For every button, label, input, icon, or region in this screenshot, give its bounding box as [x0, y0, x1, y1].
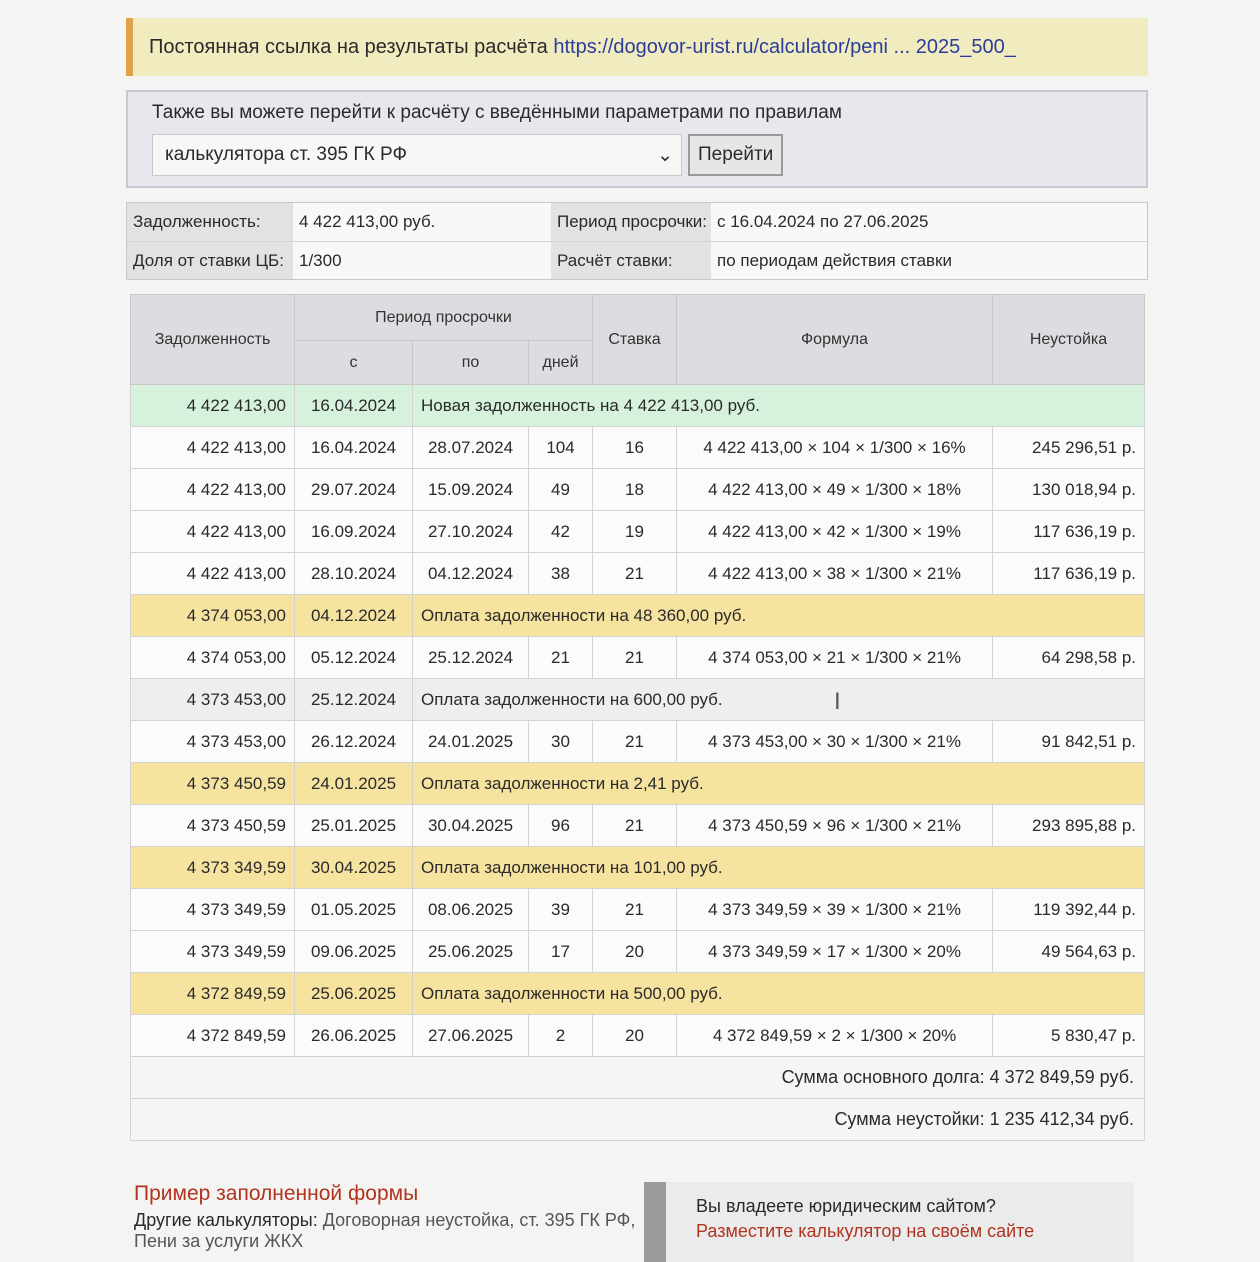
- cell-debt: 4 374 053,00: [131, 637, 295, 679]
- cell-formula: 4 373 349,59 × 39 × 1/300 × 21%: [677, 889, 993, 931]
- cell-penalty: 245 296,51 р.: [993, 427, 1145, 469]
- table-row: [131, 763, 1145, 805]
- cell-penalty: 91 842,51 р.: [993, 721, 1145, 763]
- table-row: [131, 973, 1145, 1015]
- cell-formula: 4 372 849,59 × 2 × 1/300 × 20%: [677, 1015, 993, 1057]
- cell-formula: 4 422 413,00 × 104 × 1/300 × 16%: [677, 427, 993, 469]
- cell-formula: 4 373 453,00 × 30 × 1/300 × 21%: [677, 721, 993, 763]
- cell-formula: 4 373 450,59 × 96 × 1/300 × 21%: [677, 805, 993, 847]
- cell-days: 38: [529, 553, 593, 595]
- cell-rate: 16: [593, 427, 677, 469]
- cell-note: Оплата задолженности на 101,00 руб.: [413, 847, 1145, 889]
- cell-date: 16.04.2024: [295, 385, 413, 427]
- cell-from: 25.01.2025: [295, 805, 413, 847]
- cell-to: 27.10.2024: [413, 511, 529, 553]
- cell-rate: 19: [593, 511, 677, 553]
- cell-days: 2: [529, 1015, 593, 1057]
- cell-from: 29.07.2024: [295, 469, 413, 511]
- calc-summary: [126, 202, 1148, 280]
- cell-to: 24.01.2025: [413, 721, 529, 763]
- cell-debt: 4 422 413,00: [131, 553, 295, 595]
- cell-days: 30: [529, 721, 593, 763]
- table-row: [131, 469, 1145, 511]
- cell-date: 24.01.2025: [295, 763, 413, 805]
- cell-rate: 20: [593, 931, 677, 973]
- cell-rate: 21: [593, 805, 677, 847]
- period-label: Период просрочки:: [551, 203, 711, 241]
- cell-days: 42: [529, 511, 593, 553]
- cell-formula: 4 373 349,59 × 17 × 1/300 × 20%: [677, 931, 993, 973]
- penalty-table: [130, 294, 1145, 1141]
- cell-to: 08.06.2025: [413, 889, 529, 931]
- cell-debt: 4 372 849,59: [131, 1015, 295, 1057]
- period-value: с 16.04.2024 по 27.06.2025: [711, 203, 1147, 241]
- other-label: Другие калькуляторы:: [134, 1210, 318, 1230]
- permalink-label: Постоянная ссылка на результаты расчёта: [149, 36, 548, 58]
- table-row: [131, 595, 1145, 637]
- cell-debt: 4 373 349,59: [131, 889, 295, 931]
- cell-date: 25.12.2024: [295, 679, 413, 721]
- cell-date: 04.12.2024: [295, 595, 413, 637]
- promo-question: Вы владеете юридическим сайтом?: [696, 1196, 996, 1216]
- table-row: [131, 889, 1145, 931]
- cell-penalty: 49 564,63 р.: [993, 931, 1145, 973]
- debt-value: 4 422 413,00 руб.: [293, 203, 551, 241]
- cell-debt: 4 374 053,00: [131, 595, 295, 637]
- permalink-banner: [126, 18, 1148, 76]
- cell-days: 39: [529, 889, 593, 931]
- cell-penalty: 5 830,47 р.: [993, 1015, 1145, 1057]
- calculator-page: [126, 18, 1148, 1141]
- cell-rate: 20: [593, 1015, 677, 1057]
- col-penalty: Неустойка: [993, 295, 1145, 385]
- cell-penalty: 293 895,88 р.: [993, 805, 1145, 847]
- table-row: [131, 805, 1145, 847]
- share-label: Доля от ставки ЦБ:: [127, 242, 293, 279]
- cell-debt: 4 373 453,00: [131, 679, 295, 721]
- col-days: дней: [529, 341, 593, 385]
- col-rate: Ставка: [593, 295, 677, 385]
- cell-note: Новая задолженность на 4 422 413,00 руб.: [413, 385, 1145, 427]
- cell-to: 25.12.2024: [413, 637, 529, 679]
- cell-formula: 4 422 413,00 × 49 × 1/300 × 18%: [677, 469, 993, 511]
- col-formula: Формула: [677, 295, 993, 385]
- cell-penalty: 130 018,94 р.: [993, 469, 1145, 511]
- cell-to: 25.06.2025: [413, 931, 529, 973]
- cell-penalty: 119 392,44 р.: [993, 889, 1145, 931]
- rules-select[interactable]: [152, 134, 682, 176]
- col-debt: Задолженность: [131, 295, 295, 385]
- cell-formula: 4 422 413,00 × 42 × 1/300 × 19%: [677, 511, 993, 553]
- debt-label: Задолженность:: [127, 203, 293, 241]
- rules-select-value: калькулятора ст. 395 ГК РФ: [165, 144, 407, 165]
- cell-debt: 4 373 453,00: [131, 721, 295, 763]
- cell-days: 49: [529, 469, 593, 511]
- other-links[interactable]: Договорная неустойка, ст. 395 ГК РФ, Пени за услуги ЖКХ: [134, 1210, 636, 1251]
- sum-debt: Сумма основного долга: 4 372 849,59 руб.: [131, 1057, 1145, 1099]
- cell-to: 04.12.2024: [413, 553, 529, 595]
- cell-note: Оплата задолженности на 600,00 руб.: [413, 679, 1145, 721]
- cell-to: 30.04.2025: [413, 805, 529, 847]
- cell-penalty: 117 636,19 р.: [993, 553, 1145, 595]
- table-row: [131, 721, 1145, 763]
- cell-debt: 4 373 450,59: [131, 763, 295, 805]
- cell-rate: 21: [593, 889, 677, 931]
- cell-debt: 4 373 349,59: [131, 931, 295, 973]
- cell-date: 25.06.2025: [295, 973, 413, 1015]
- cell-debt: 4 422 413,00: [131, 469, 295, 511]
- cell-note: Оплата задолженности на 2,41 руб.: [413, 763, 1145, 805]
- table-row: [131, 511, 1145, 553]
- cell-days: 17: [529, 931, 593, 973]
- cell-from: 26.12.2024: [295, 721, 413, 763]
- table-row: [131, 1015, 1145, 1057]
- cell-debt: 4 373 349,59: [131, 847, 295, 889]
- calc-value: по периодам действия ставки: [711, 242, 1147, 279]
- sum-penalty: Сумма неустойки: 1 235 412,34 руб.: [131, 1099, 1145, 1141]
- cell-to: 28.07.2024: [413, 427, 529, 469]
- go-button[interactable]: Перейти: [688, 134, 783, 176]
- rules-text: Также вы можете перейти к расчёту с введёнными параметрами по правилам: [152, 102, 842, 123]
- cell-from: 05.12.2024: [295, 637, 413, 679]
- cell-from: 01.05.2025: [295, 889, 413, 931]
- cell-days: 96: [529, 805, 593, 847]
- table-row: [131, 679, 1145, 721]
- cell-rate: 21: [593, 553, 677, 595]
- cell-rate: 18: [593, 469, 677, 511]
- cell-to: 15.09.2024: [413, 469, 529, 511]
- cell-rate: 21: [593, 637, 677, 679]
- cell-debt: 4 422 413,00: [131, 385, 295, 427]
- cell-note: Оплата задолженности на 500,00 руб.: [413, 973, 1145, 1015]
- cell-rate: 21: [593, 721, 677, 763]
- cell-penalty: 117 636,19 р.: [993, 511, 1145, 553]
- cell-days: 21: [529, 637, 593, 679]
- col-period: Период просрочки: [295, 295, 593, 341]
- promo-link[interactable]: Разместите калькулятор на своём сайте: [696, 1221, 1035, 1241]
- table-row: [131, 385, 1145, 427]
- table-row: [131, 931, 1145, 973]
- cell-from: 16.04.2024: [295, 427, 413, 469]
- cell-days: 104: [529, 427, 593, 469]
- cell-debt: 4 373 450,59: [131, 805, 295, 847]
- table-row: [131, 637, 1145, 679]
- calc-label: Расчёт ставки:: [551, 242, 711, 279]
- promo-box: [644, 1182, 1134, 1262]
- cell-to: 27.06.2025: [413, 1015, 529, 1057]
- permalink-link[interactable]: https://dogovor-urist.ru/calculator/peni ... 2025_500_: [553, 36, 1016, 58]
- table-row: [131, 847, 1145, 889]
- table-row: [131, 553, 1145, 595]
- cell-from: 16.09.2024: [295, 511, 413, 553]
- chevron-down-icon: ⌄: [657, 144, 673, 166]
- cell-penalty: 64 298,58 р.: [993, 637, 1145, 679]
- cell-from: 26.06.2025: [295, 1015, 413, 1057]
- text-cursor-icon: I: [834, 688, 841, 715]
- col-from: с: [295, 341, 413, 385]
- cell-debt: 4 372 849,59: [131, 973, 295, 1015]
- example-link[interactable]: Пример заполненной формы: [134, 1182, 419, 1205]
- cell-from: 28.10.2024: [295, 553, 413, 595]
- rules-switch-box: [126, 90, 1148, 188]
- cell-formula: 4 374 053,00 × 21 × 1/300 × 21%: [677, 637, 993, 679]
- cell-note: Оплата задолженности на 48 360,00 руб.: [413, 595, 1145, 637]
- col-to: по: [413, 341, 529, 385]
- cell-date: 30.04.2025: [295, 847, 413, 889]
- cell-formula: 4 422 413,00 × 38 × 1/300 × 21%: [677, 553, 993, 595]
- table-row: [131, 427, 1145, 469]
- cell-debt: 4 422 413,00: [131, 511, 295, 553]
- cell-from: 09.06.2025: [295, 931, 413, 973]
- share-value: 1/300: [293, 242, 551, 279]
- cell-debt: 4 422 413,00: [131, 427, 295, 469]
